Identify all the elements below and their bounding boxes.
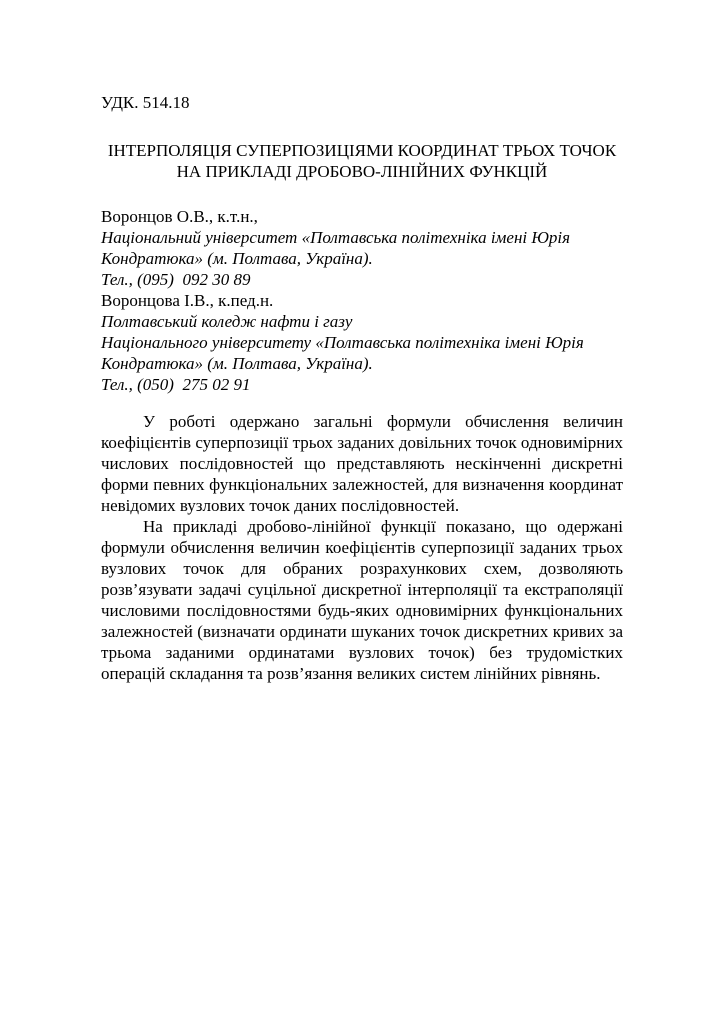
author2-name: Воронцова І.В., к.пед.н. — [101, 291, 274, 310]
abstract-paragraph-2: На прикладі дробово-лінійної функції показано, що одержані формули обчислення величин коефіцієнтів суперпозиції заданих трьох вузлових точок для обраних розрахункових схем, дозволяють розв’язувати задачі суцільної дискретної інтерполяції та екстраполяції числовими послідовностями будь-яких одновимірних функціональних залежностей (визначати ординати шуканих точок дискретних кривих за трьома заданими ординатами вузлових точок) без трудомістких операцій складання та розв’язання великих систем лінійних рівнянь. — [101, 517, 623, 683]
author1-affiliation: Національний університет «Полтавська політехніка імені Юрія Кондратюка» (м. Полтава, Україна). — [101, 228, 571, 268]
author2-affiliation: Національного університету «Полтавська політехніка імені Юрія Кондратюка» (м. Полтава, Україна). — [101, 333, 584, 373]
author2-college: Полтавський коледж нафти і газу — [101, 312, 353, 331]
paper-title — [101, 140, 623, 182]
author1-name: Воронцов О.В., к.т.н., — [101, 207, 258, 226]
abstract-paragraph-1: У роботі одержано загальні формули обчислення величин коефіцієнтів суперпозиції трьох заданих довільних точок одновимірних числових послідовностей що представляють нескінченні дискретні форми певних функціональних залежностей, для визначення координат невідомих вузлових точок даних послідовностей. — [101, 412, 623, 515]
author1-phone: Тел., (095) 092 30 89 — [101, 270, 251, 289]
paper-title-line-2: НА ПРИКЛАДІ ДРОБОВО-ЛІНІЙНИХ ФУНКЦІЙ — [176, 162, 548, 181]
paper-title-line-1: ІНТЕРПОЛЯЦІЯ СУПЕРПОЗИЦІЯМИ КООРДИНАТ ТРЬОХ ТОЧОК — [107, 141, 617, 160]
abstract-section — [101, 411, 623, 684]
authors-block — [101, 206, 623, 395]
author2-phone: Тел., (050) 275 02 91 — [101, 375, 251, 394]
udc-code: УДК. 514.18 — [101, 93, 190, 112]
